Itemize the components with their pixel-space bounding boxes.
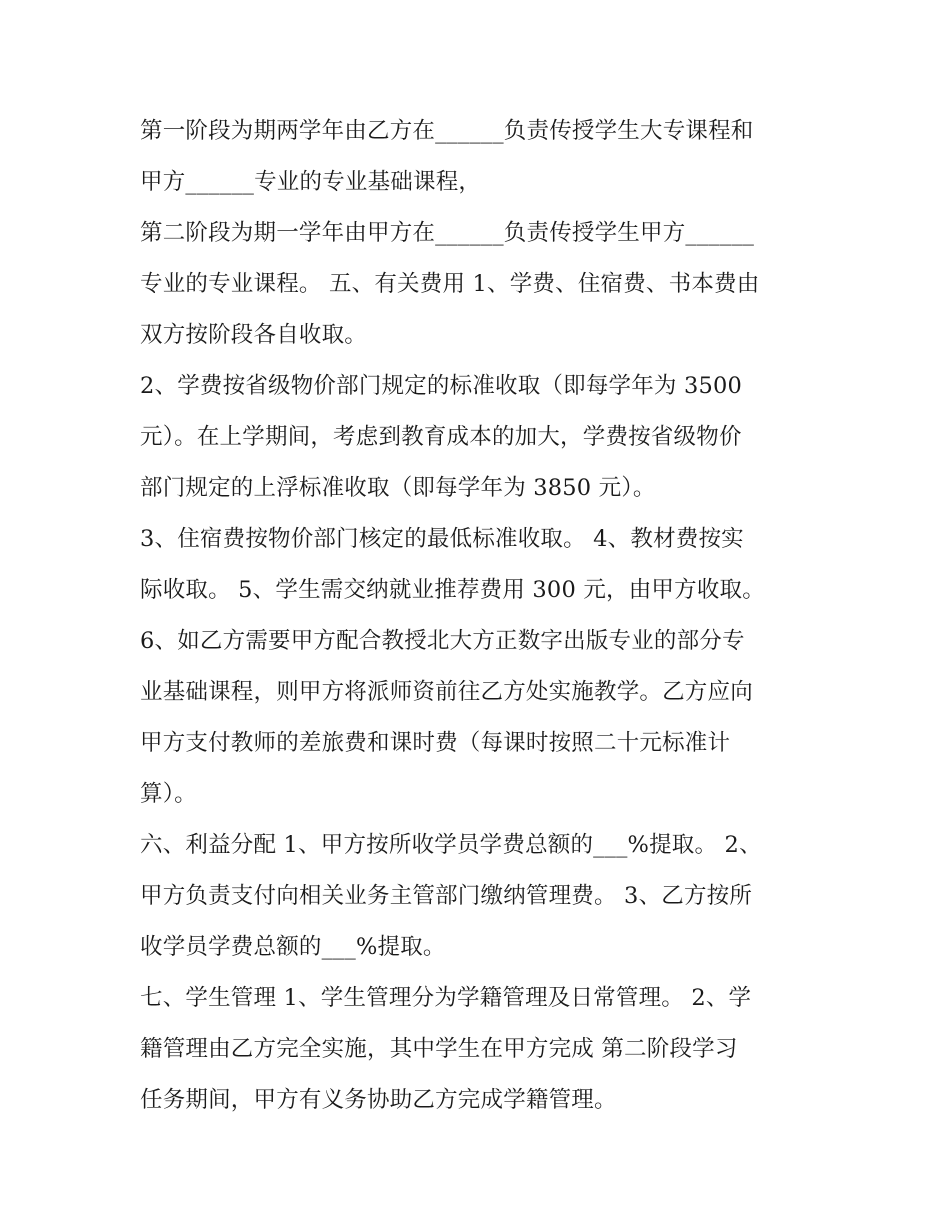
text-line: 专业的专业课程。 五、有关费用 1、学费、住宿费、书本费由 bbox=[140, 271, 760, 297]
text-line: 际收取。 5、学生需交纳就业推荐费用 300 元，由甲方收取。 bbox=[140, 577, 765, 603]
text-line: 任务期间，甲方有义务协助乙方完成学籍管理。 bbox=[140, 1087, 617, 1113]
text-line: 籍管理由乙方完全实施，其中学生在甲方完成 第二阶段学习 bbox=[140, 1036, 738, 1062]
text-line: 六、利益分配 1、甲方按所收学员学费总额的___%提取。 2、 bbox=[140, 832, 762, 858]
text-line: 双方按阶段各自收取。 bbox=[140, 322, 368, 348]
text-line: 2、学费按省级物价部门规定的标准收取（即每学年为 3500 bbox=[140, 373, 743, 399]
text-line: 甲方______专业的专业基础课程， bbox=[140, 169, 482, 195]
text-line: 算）。 bbox=[140, 781, 197, 807]
text-line: 部门规定的上浮标准收取（即每学年为 3850 元）。 bbox=[140, 475, 656, 501]
text-line: 第一阶段为期两学年由乙方在______负责传授学生大专课程和 bbox=[140, 118, 754, 144]
text-line: 业基础课程，则甲方将派师资前往乙方处实施教学。乙方应向 bbox=[140, 679, 753, 705]
document-body bbox=[140, 106, 820, 1126]
text-line: 6、如乙方需要甲方配合教授北大方正数字出版专业的部分专 bbox=[140, 628, 745, 654]
text-line: 甲方负责支付向相关业务主管部门缴纳管理费。 3、乙方按所 bbox=[140, 883, 753, 909]
text-line: 元）。在上学期间，考虑到教育成本的加大，学费按省级物价 bbox=[140, 424, 742, 450]
text-line: 七、学生管理 1、学生管理分为学籍管理及日常管理。 2、学 bbox=[140, 985, 752, 1011]
text-line: 收学员学费总额的___%提取。 bbox=[140, 934, 446, 960]
text-line: 甲方支付教师的差旅费和课时费（每课时按照二十元标准计 bbox=[140, 730, 731, 756]
text-line: 3、住宿费按物价部门核定的最低标准收取。 4、教材费按实 bbox=[140, 526, 744, 552]
text-line: 第二阶段为期一学年由甲方在______负责传授学生甲方______ bbox=[140, 220, 755, 246]
